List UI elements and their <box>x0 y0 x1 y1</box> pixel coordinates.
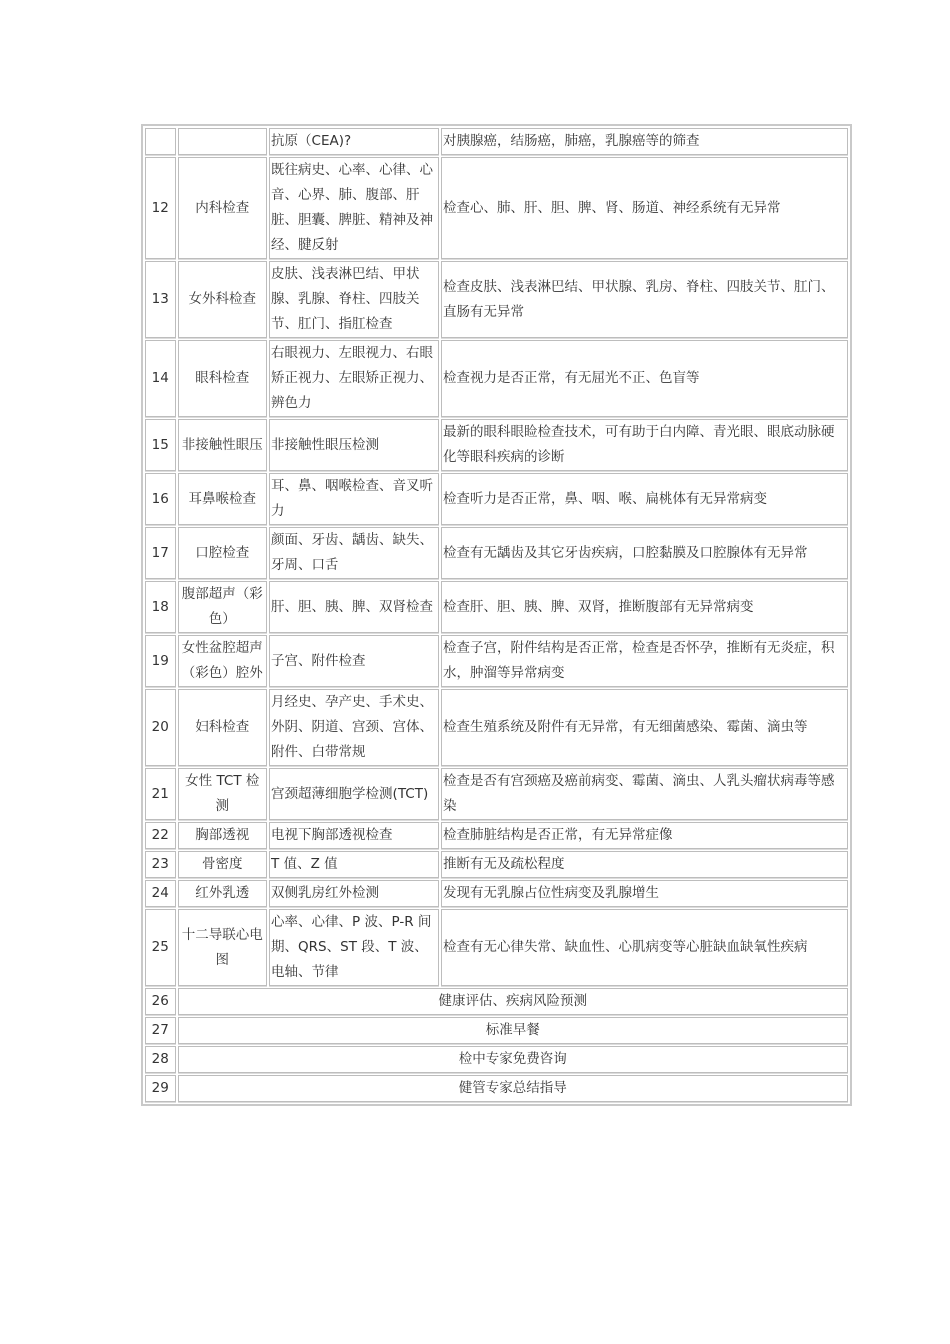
exam-content: 既往病史、心率、心律、心音、心界、肺、腹部、肝脏、胆囊、脾脏、精神及神经、腱反射 <box>269 157 439 259</box>
table-row <box>145 988 848 1015</box>
exam-purpose: 检查生殖系统及附件有无异常，有无细菌感染、霉菌、滴虫等 <box>441 689 848 766</box>
exam-content: 子宫、附件检查 <box>269 635 439 687</box>
exam-item: 眼科检查 <box>178 340 268 417</box>
row-number: 28 <box>145 1046 176 1073</box>
row-number: 15 <box>145 419 176 471</box>
table-row <box>145 1046 848 1073</box>
service-item: 健康评估、疾病风险预测 <box>178 988 848 1015</box>
row-number: 19 <box>145 635 176 687</box>
row-number: 27 <box>145 1017 176 1044</box>
row-number: 23 <box>145 851 176 878</box>
row-number: 21 <box>145 768 176 820</box>
exam-content: 双侧乳房红外检测 <box>269 880 439 907</box>
exam-purpose: 检查有无心律失常、缺血性、心肌病变等心脏缺血缺氧性疾病 <box>441 909 848 986</box>
exam-purpose: 推断有无及疏松程度 <box>441 851 848 878</box>
exam-content: 耳、鼻、咽喉检查、音叉听力 <box>269 473 439 525</box>
exam-content: 月经史、孕产史、手术史、外阴、阴道、宫颈、宫体、附件、白带常规 <box>269 689 439 766</box>
table-row <box>145 128 848 155</box>
table-row <box>145 527 848 579</box>
exam-purpose: 检查心、肺、肝、胆、脾、肾、肠道、神经系统有无异常 <box>441 157 848 259</box>
table-row <box>145 157 848 259</box>
exam-item: 女性 TCT 检测 <box>178 768 268 820</box>
row-number <box>145 128 176 155</box>
service-item: 检中专家免费咨询 <box>178 1046 848 1073</box>
row-number: 29 <box>145 1075 176 1102</box>
exam-item: 女外科检查 <box>178 261 268 338</box>
exam-content: 右眼视力、左眼视力、右眼矫正视力、左眼矫正视力、辨色力 <box>269 340 439 417</box>
table-row <box>145 909 848 986</box>
exam-item: 胸部透视 <box>178 822 268 849</box>
table-row <box>145 768 848 820</box>
exam-purpose: 检查视力是否正常，有无屈光不正、色盲等 <box>441 340 848 417</box>
exam-purpose: 检查肺脏结构是否正常，有无异常症像 <box>441 822 848 849</box>
exam-content: 抗原（CEA)? <box>269 128 439 155</box>
exam-purpose: 检查肝、胆、胰、脾、双肾，推断腹部有无异常病变 <box>441 581 848 633</box>
exam-content: 心率、心律、P 波、P-R 间期、QRS、ST 段、T 波、电轴、节律 <box>269 909 439 986</box>
exam-item: 十二导联心电图 <box>178 909 268 986</box>
exam-purpose: 检查皮肤、浅表淋巴结、甲状腺、乳房、脊柱、四肢关节、肛门、直肠有无异常 <box>441 261 848 338</box>
exam-item: 口腔检查 <box>178 527 268 579</box>
exam-content: 皮肤、浅表淋巴结、甲状腺、乳腺、脊柱、四肢关节、肛门、指肛检查 <box>269 261 439 338</box>
exam-item <box>178 128 268 155</box>
exam-item: 内科检查 <box>178 157 268 259</box>
table-row <box>145 851 848 878</box>
table-row <box>145 1017 848 1044</box>
row-number: 12 <box>145 157 176 259</box>
exam-content: 颜面、牙齿、龋齿、缺失、牙周、口舌 <box>269 527 439 579</box>
exam-item: 红外乳透 <box>178 880 268 907</box>
row-number: 25 <box>145 909 176 986</box>
exam-content: 肝、胆、胰、脾、双肾检查 <box>269 581 439 633</box>
row-number: 18 <box>145 581 176 633</box>
exam-content: 宫颈超薄细胞学检测(TCT) <box>269 768 439 820</box>
table-row <box>145 340 848 417</box>
table-row <box>145 419 848 471</box>
exam-content: 非接触性眼压检测 <box>269 419 439 471</box>
table-row <box>145 581 848 633</box>
exam-item: 骨密度 <box>178 851 268 878</box>
exam-item: 腹部超声（彩色） <box>178 581 268 633</box>
table-row <box>145 689 848 766</box>
exam-purpose: 检查有无龋齿及其它牙齿疾病，口腔黏膜及口腔腺体有无异常 <box>441 527 848 579</box>
exam-purpose: 检查子宫，附件结构是否正常，检查是否怀孕，推断有无炎症，积水，肿溜等异常病变 <box>441 635 848 687</box>
table-row <box>145 822 848 849</box>
row-number: 16 <box>145 473 176 525</box>
exam-content: 电视下胸部透视检查 <box>269 822 439 849</box>
exam-item: 女性盆腔超声（彩色）腔外 <box>178 635 268 687</box>
exam-purpose: 对胰腺癌，结肠癌，肺癌，乳腺癌等的筛查 <box>441 128 848 155</box>
exam-items-table <box>141 124 852 1106</box>
row-number: 20 <box>145 689 176 766</box>
service-item: 健管专家总结指导 <box>178 1075 848 1102</box>
exam-item: 妇科检查 <box>178 689 268 766</box>
exam-purpose: 最新的眼科眼睑检查技术，可有助于白内障、青光眼、眼底动脉硬化等眼科疾病的诊断 <box>441 419 848 471</box>
row-number: 26 <box>145 988 176 1015</box>
exam-purpose: 检查听力是否正常，鼻、咽、喉、扁桃体有无异常病变 <box>441 473 848 525</box>
table-row <box>145 261 848 338</box>
table-row <box>145 880 848 907</box>
exam-item: 耳鼻喉检查 <box>178 473 268 525</box>
row-number: 13 <box>145 261 176 338</box>
row-number: 22 <box>145 822 176 849</box>
exam-purpose: 检查是否有宫颈癌及癌前病变、霉菌、滴虫、人乳头瘤状病毒等感染 <box>441 768 848 820</box>
service-item: 标准早餐 <box>178 1017 848 1044</box>
row-number: 24 <box>145 880 176 907</box>
exam-purpose: 发现有无乳腺占位性病变及乳腺增生 <box>441 880 848 907</box>
table-row <box>145 635 848 687</box>
row-number: 14 <box>145 340 176 417</box>
exam-item: 非接触性眼压 <box>178 419 268 471</box>
row-number: 17 <box>145 527 176 579</box>
table-row <box>145 1075 848 1102</box>
exam-content: T 值、Z 值 <box>269 851 439 878</box>
table-row <box>145 473 848 525</box>
